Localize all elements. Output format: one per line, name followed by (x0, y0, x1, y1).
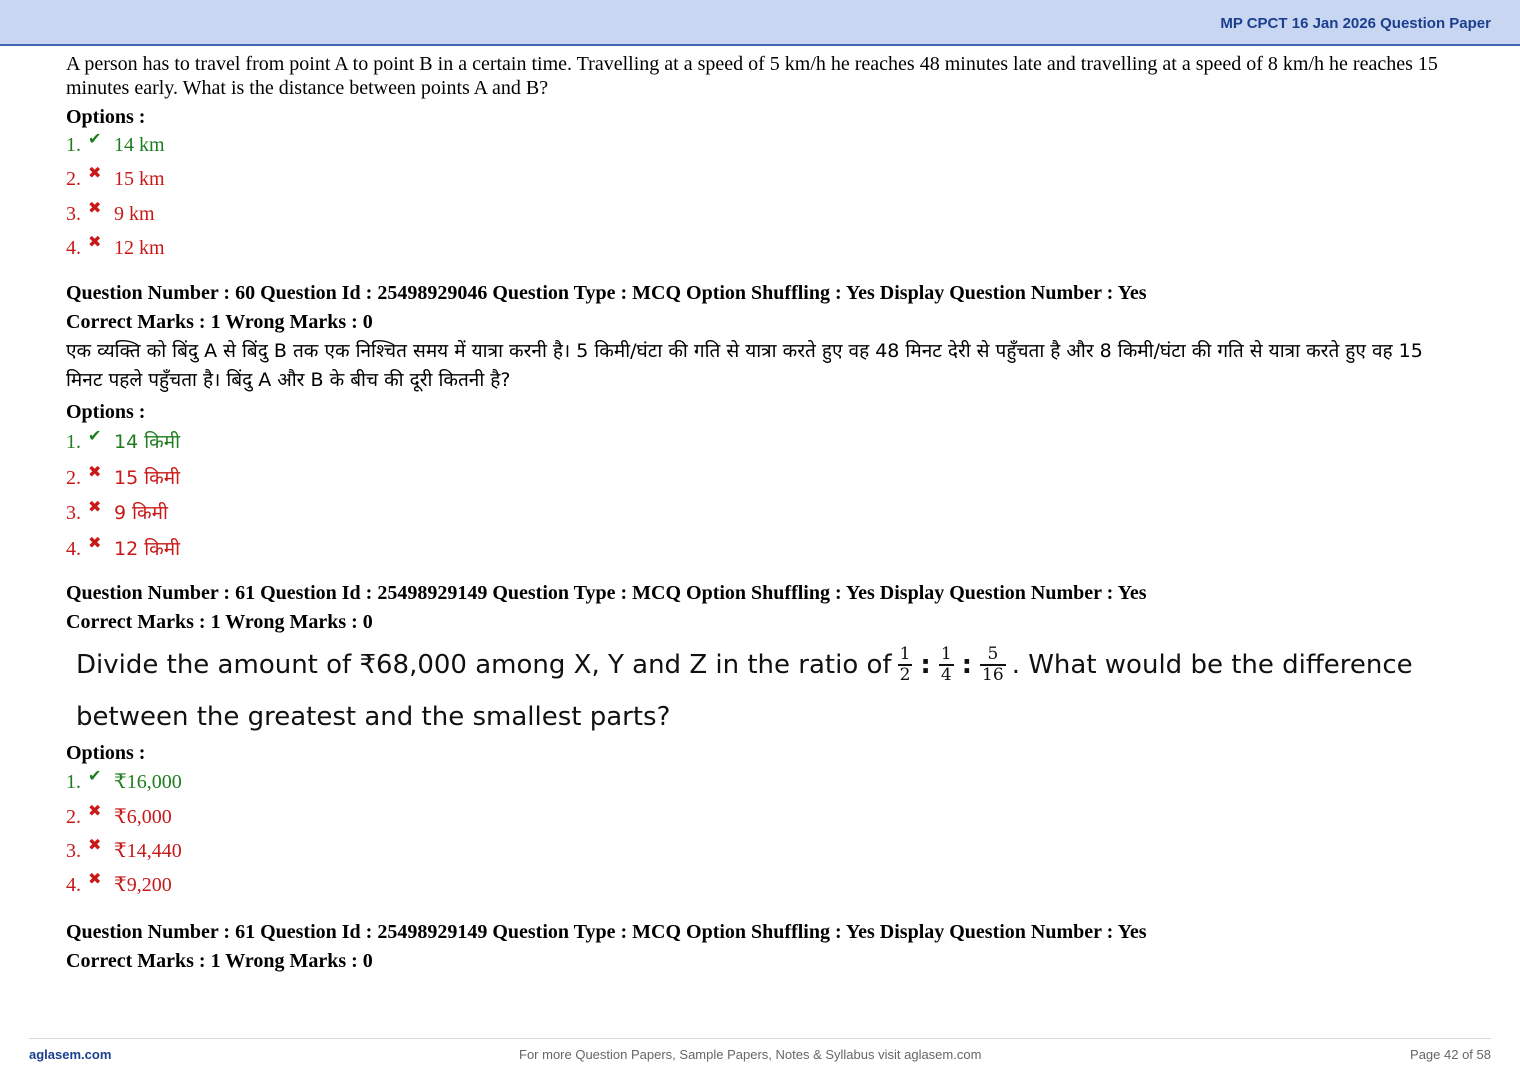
option-text: ₹14,440 (114, 840, 182, 862)
option-3 (66, 497, 1461, 537)
option-1 (66, 766, 1461, 805)
option-text: 12 km (114, 237, 165, 259)
options-label: Options : (66, 106, 146, 128)
option-2 (66, 801, 1461, 839)
option-1 (66, 426, 1461, 466)
option-2 (66, 163, 1461, 202)
page-number: Page 42 of 58 (1410, 1047, 1491, 1062)
option-number: 2. (66, 467, 81, 489)
footer-divider (29, 1038, 1491, 1039)
cross-icon: ✖ (88, 163, 102, 182)
cross-icon: ✖ (88, 198, 102, 217)
fraction-denominator: 2 (899, 665, 911, 685)
marks-meta: Correct Marks : 1 Wrong Marks : 0 (66, 611, 373, 633)
option-text: 14 km (114, 134, 165, 156)
question-text-part1: Divide the amount of ₹68,000 among X, Y and Z in the ratio of (76, 650, 892, 680)
ratio-fraction-2 (939, 645, 954, 685)
option-number: 1. (66, 771, 81, 793)
option-4 (66, 533, 1461, 571)
cross-icon: ✖ (88, 801, 102, 820)
question-meta: Question Number : 61 Question Id : 25498929149 Question Type : MCQ Option Shuffling : Yes Display Question Number : Yes (66, 582, 1147, 604)
ratio-colon: : (920, 650, 931, 680)
ratio-colon: : (961, 650, 973, 680)
fraction-denominator: 4 (940, 665, 952, 685)
option-number: 1. (66, 431, 81, 453)
fraction-numerator: 5 (987, 644, 999, 664)
cross-icon: ✖ (88, 533, 102, 552)
option-number: 3. (66, 840, 81, 862)
option-text: 9 किमी (114, 502, 168, 524)
option-3 (66, 835, 1461, 873)
question-meta: Question Number : 61 Question Id : 25498929149 Question Type : MCQ Option Shuffling : Yes Display Question Number : Yes (66, 921, 1147, 943)
marks-meta: Correct Marks : 1 Wrong Marks : 0 (66, 311, 373, 333)
header-title: MP CPCT 16 Jan 2026 Question Paper (1220, 15, 1491, 32)
option-text: ₹6,000 (114, 806, 172, 828)
option-number: 3. (66, 203, 81, 225)
question-text-english: A person has to travel from point A to point B in a certain time. Travelling at a speed of 5 km/h he reaches 48 minutes late and travelling at a speed of 8 km/h he reaches 15 minutes early. What is the distance between points A and B? (66, 53, 1438, 99)
option-text: 15 km (114, 168, 165, 190)
page-header (0, 0, 1520, 46)
cross-icon: ✖ (88, 497, 102, 516)
question-text-line2: between the greatest and the smallest parts? (76, 702, 671, 732)
option-text: ₹16,000 (114, 771, 182, 793)
options-label: Options : (66, 742, 146, 764)
question-text-part2: . What would be the difference (1011, 650, 1413, 680)
option-number: 4. (66, 874, 81, 896)
fraction-numerator: 1 (940, 644, 952, 664)
cross-icon: ✖ (88, 232, 102, 251)
check-icon: ✔ (88, 129, 102, 148)
question-image-text (66, 637, 1461, 741)
fraction-numerator: 1 (899, 644, 911, 664)
options-label: Options : (66, 401, 146, 423)
option-4 (66, 869, 1461, 907)
page-content (66, 52, 1461, 976)
ratio-fraction-3 (980, 645, 1006, 685)
option-number: 4. (66, 237, 81, 259)
ratio-fraction-1 (898, 645, 913, 685)
option-number: 2. (66, 168, 81, 190)
option-text: ₹9,200 (114, 874, 172, 896)
cross-icon: ✖ (88, 835, 102, 854)
option-number: 2. (66, 806, 81, 828)
option-number: 1. (66, 134, 81, 156)
fraction-denominator: 16 (982, 665, 1004, 685)
marks-meta: Correct Marks : 1 Wrong Marks : 0 (66, 950, 373, 972)
question-text-hindi: एक व्यक्ति को बिंदु A से बिंदु B तक एक निश्चित समय में यात्रा करनी है। 5 किमी/घंटा की गति से यात्रा करते हुए वह 48 मिनट देरी से पहुँचता है और 8 किमी/घंटा की गति से यात्रा करते हुए वह 15 मिनट पहले पहुँचता है। बिंदु A और B के बीच की दूरी कितनी है? (66, 340, 1423, 391)
option-2 (66, 462, 1461, 501)
option-number: 3. (66, 502, 81, 524)
option-text: 15 किमी (114, 467, 181, 489)
question-meta: Question Number : 60 Question Id : 25498929046 Question Type : MCQ Option Shuffling : Yes Display Question Number : Yes (66, 282, 1147, 304)
cross-icon: ✖ (88, 462, 102, 481)
footer-promo-text: For more Question Papers, Sample Papers, Notes & Syllabus visit aglasem.com (519, 1047, 982, 1062)
footer-site-link[interactable]: aglasem.com (29, 1047, 112, 1062)
option-number: 4. (66, 538, 81, 560)
option-text: 9 km (114, 203, 155, 225)
option-text: 14 किमी (114, 431, 181, 453)
check-icon: ✔ (88, 766, 102, 785)
cross-icon: ✖ (88, 869, 102, 888)
option-1 (66, 129, 1461, 167)
option-3 (66, 198, 1461, 236)
check-icon: ✔ (88, 426, 102, 445)
option-4 (66, 232, 1461, 270)
option-text: 12 किमी (114, 538, 181, 560)
